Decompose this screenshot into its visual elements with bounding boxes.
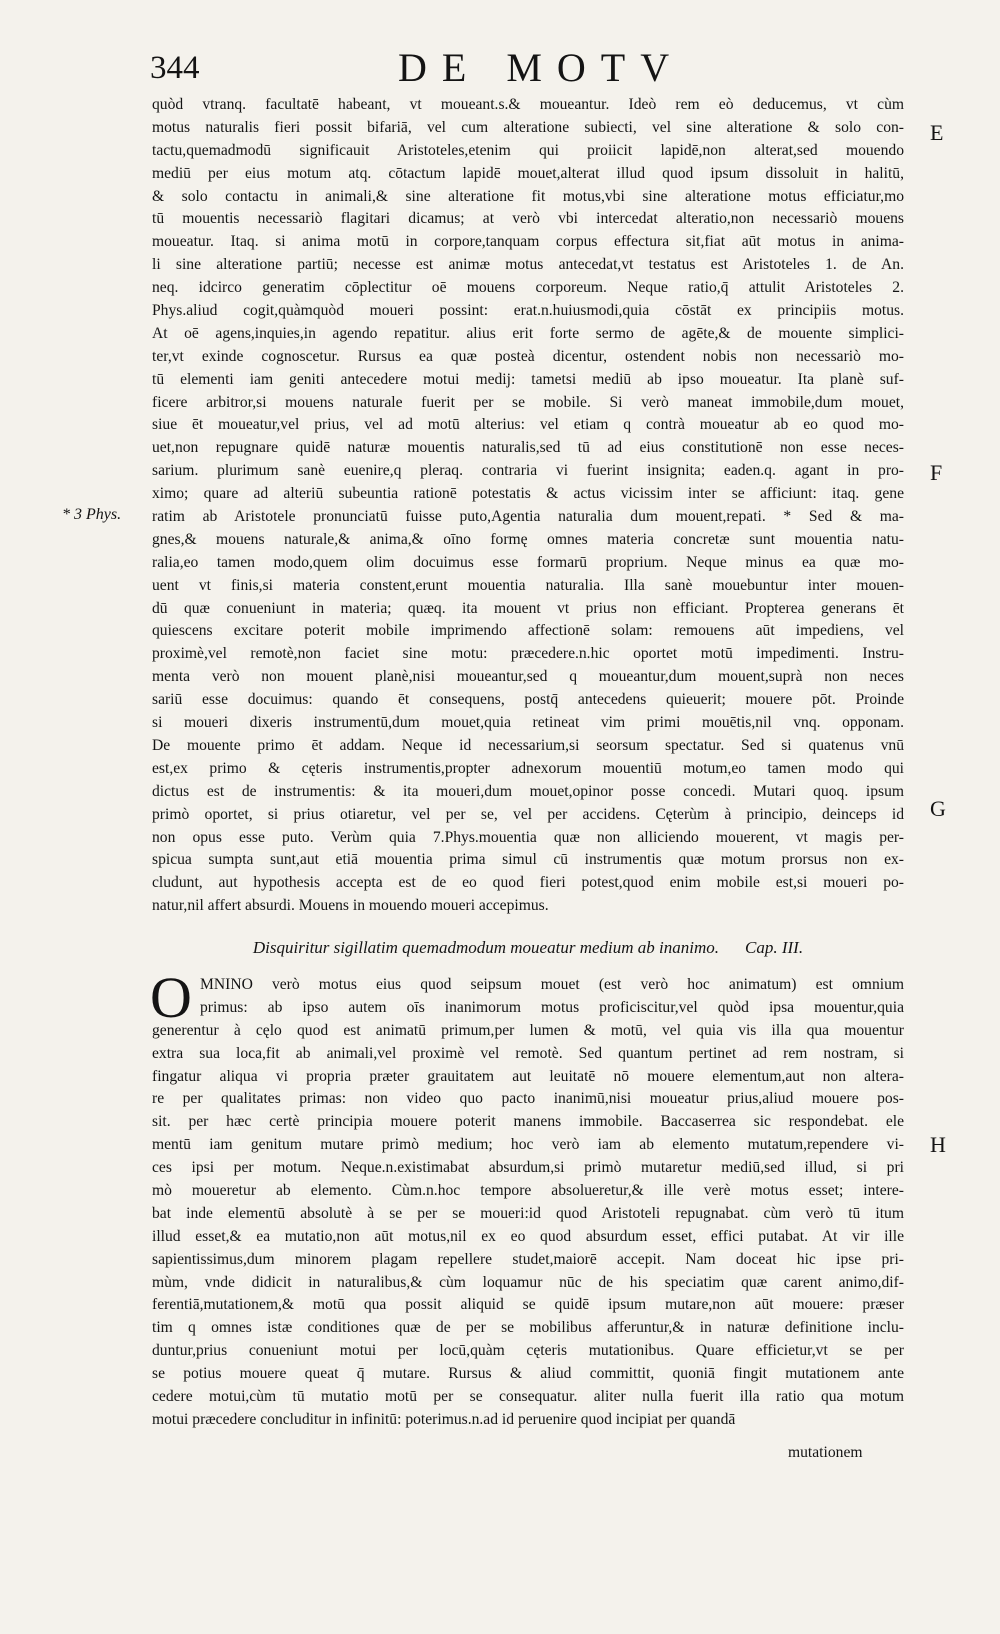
text-line: tū mouentis necessariò flagitari dicamus; at verò vbi intercedat alteratio,non necessariò mouens bbox=[152, 210, 904, 228]
chapter-number: Cap. III. bbox=[745, 938, 804, 957]
text-line: natur,nil affert absurdi. Mouens in mouendo moueri accepimus. bbox=[152, 897, 549, 915]
text-line: mentū iam genitum mutare primò medium; hoc verò iam ab elemento mutatum,rependere vi- bbox=[152, 1136, 904, 1154]
text-line: ratim ab Aristotele pronunciatū fuisse puto,Agentia naturalia dum mouent,repati. * Sed & ma- bbox=[152, 508, 904, 526]
margin-letter-h: H bbox=[930, 1132, 946, 1157]
text-line: motus naturalis fieri possit bifariā, vel cum alteratione subiecti, vel sine alteratione & solo con- bbox=[152, 118, 904, 136]
text-line: extra sua loca,fit ab animali,vel proximè vel remotè. Sed quantum pertinet ad rem nostram, si bbox=[152, 1044, 904, 1062]
text-line: ferentiā,mutationem,& motū qua possit aliquid se quidē ipsum mutare,non aūt mouere: præser bbox=[152, 1296, 904, 1314]
margin-note: * 3 Phys. bbox=[62, 506, 122, 523]
text-line: proximè,vel remotè,non faciet sine motu: præcedere.n.hic oportet motū impedimenti. Instru- bbox=[152, 645, 904, 663]
chapter-heading bbox=[152, 938, 904, 958]
text-line: fingatur aliqua vi propria præter grauitatem aut leuitatē nō mouere elementum,aut non altera- bbox=[152, 1067, 904, 1085]
text-line: ralia,eo tamen modo,quem olim docuimus esse formarū proprium. Neque minus ea quæ mo- bbox=[152, 553, 904, 571]
text-line: bat inde elementū absolutè à se per se moueri:id quod Aristoteli repugnabat. cùm verò tū itum bbox=[152, 1204, 904, 1222]
text-line: ces ipsi per motum. Neque.n.existimabat absurdum,si primò mutaretur mediū,sed illud, si pri bbox=[152, 1159, 904, 1177]
text-line: neq. idcirco generatim cōplectitur oē mouens corporeum. Neque ratio,q̄ attulit Aristoteles 2. bbox=[152, 279, 904, 297]
margin-letter-g: G bbox=[930, 796, 946, 821]
text-line: illud esset,& ea mutatio,non aūt motus,nil ex eo quod absurdum esset, effici putabat. At vir ille bbox=[152, 1227, 904, 1245]
text-line: cludunt, aut hypothesis accepta est de eo quod fieri potest,quod enim mobile est,si moueri po- bbox=[152, 874, 904, 892]
drop-cap: O bbox=[150, 965, 192, 1030]
text-line: quiescens excitare poterit mobile imprimendo affectionē solam: remouens aūt impediens, vel bbox=[152, 622, 904, 640]
page-header bbox=[0, 44, 1000, 92]
text-line: quòd vtranq. facultatē habeant, vt moueant.s.& moueantur. Ideò rem eò deducemus, vt cùm bbox=[152, 96, 904, 113]
text-line: MNINO verò motus eius quod seipsum mouet (est verò hoc animatum) est omnium bbox=[200, 976, 904, 993]
text-line: menta verò non mouent planè,nisi moueantur,sed q moueantur,dum mouent,suprà non neces bbox=[152, 668, 904, 686]
text-line: Phys.aliud cogit,quàmquòd moueri possint: erat.n.huiusmodi,quia cōstāt ex principiis motus. bbox=[152, 302, 904, 320]
text-line: spicua sumpta sunt,aut etiā mouentia prima simul cū instrumentis quæ motum prorsus non ex- bbox=[152, 851, 904, 869]
text-line: At oē agens,inquies,in agendo repatitur. alius erit forte sermo de agēte,& de mouente simplici- bbox=[152, 324, 904, 342]
text-line: sapientissimus,dum minorem plagam repellere studet,maiorē accepit. Nam doceat hic ipse pri- bbox=[152, 1250, 904, 1268]
page-number: 344 bbox=[150, 50, 200, 86]
text-line: si moueri dixeris instrumentū,dum mouet,quia retineat vim primi mouētis,nil vnq. opponam. bbox=[152, 714, 904, 732]
text-line: se potius mouere queat q̄ mutare. Rursus & aliud committit, quoniā fingit mutationem ante bbox=[152, 1365, 904, 1383]
margin-letter-f: F bbox=[930, 460, 943, 485]
text-line: uet,non repugnare quidē naturæ mouentis naturalis,sed tū ad eius constitutionē non esse neces- bbox=[152, 439, 904, 457]
text-line: re per qualitates primas: non video quo pacto inanimū,nisi moueatur prius,aliud mouere pos- bbox=[152, 1090, 904, 1108]
margin-letter-e: E bbox=[930, 120, 944, 145]
text-line: primò oportet, si prius otiaretur, vel per se, vel per accidens. Cęterùm à principio, deinceps id bbox=[152, 805, 904, 823]
text-line: & solo contactu in animali,& sine alteratione fit motus,vbi sine alteratione motus efficiatur,mo bbox=[152, 187, 904, 205]
text-line: mediū per eius motum atq. cōtactum lapidē mouet,alterat illud quod ipsum dissoluit in halitū, bbox=[152, 164, 904, 182]
text-line: tim q omnes istæ conditiones quæ de per se mobilibus afferuntur,& in naturæ definitione inclu- bbox=[152, 1319, 904, 1337]
text-line: dictus est de instrumentis: & ita moueri,dum mouet,opinor posse concedi. Mutari quoq. ipsum bbox=[152, 782, 904, 800]
text-line: li sine alteratione partiū; necesse est animæ motus antecedat,vt testatus est Aristoteles 1. de An. bbox=[152, 256, 904, 274]
paragraph-1 bbox=[152, 94, 904, 918]
text-line: uent vt finis,si materia constent,erunt mouentia naturalia. Illa sanè mouebuntur inter mouen- bbox=[152, 576, 904, 594]
text-line: dū quæ conueniunt in materia; quæq. ita mouent vt prius non efficiant. Propterea generans ēt bbox=[152, 599, 904, 617]
text-line: sariū esse docuimus: quando ēt consequens, postq̄ antecedens quieuerit; mouere pōt. Proinde bbox=[152, 691, 904, 709]
running-head: DE MOTV bbox=[398, 45, 685, 90]
text-line: tactu,quemadmodū significauit Aristoteles,etenim qui proiicit lapidē,non alterat,sed mouendo bbox=[152, 141, 904, 159]
catchword: mutationem bbox=[788, 1444, 863, 1461]
text-line: ficere arbitror,si mouens naturale fuerit per se mobile. Si verò maneat immobile,dum mouet, bbox=[152, 393, 904, 411]
text-line: sit. per hæc certè principia mouere poterit manens immobile. Baccaserrea sic respondebat. ele bbox=[152, 1113, 904, 1131]
text-line: duntur,prius conueniunt motui per locū,quàm cęteris mutationibus. Quare efficietur,vt se per bbox=[152, 1342, 904, 1360]
text-line: sarium. plurimum sanè euenire,q pleraq. contraria vi fuerint insignita; eaden.q. agant in pro- bbox=[152, 462, 904, 480]
text-line: moueatur. Itaq. si anima motū in corpore,tanquam corpus effectura sit,fiat aūt motus in anima- bbox=[152, 233, 904, 251]
text-line: motui præcedere concluditur in infinitū: poterimus.n.ad id peruenire quod incipiat per quandā bbox=[152, 1410, 736, 1428]
chapter-title: Disquiritur sigillatim quemadmodum moueatur medium ab inanimo. bbox=[252, 938, 719, 957]
text-line: ter,vt exinde cognoscetur. Rursus ea quæ posteà dicentur, ostendent nobis non necessariò mo- bbox=[152, 347, 904, 365]
text-line: non opus esse puto. Verùm quia 7.Phys.mouentia quæ non alliciendo mouerent, vt magis per- bbox=[152, 828, 904, 846]
text-line: ximo; quare ad alteriū subeuntia rationē potestatis & actus vicissim inter se afficiunt: itaq. gene bbox=[152, 485, 904, 503]
text-line: primus: ab ipso autem oīs inanimorum motus proficiscitur,vel quòd ipsa mouentur,quia bbox=[200, 998, 904, 1016]
text-line: De mouente primo ēt addam. Neque id necessarium,si seorsum spectatur. Sed si quatenus vnū bbox=[152, 736, 904, 754]
text-line: mò moueretur ab elemento. Cùm.n.hoc tempore absolueretur,& ille verè motus esset; intere- bbox=[152, 1182, 904, 1200]
text-line: mùm, vnde didicit in naturalibus,& cùm loquamur nūc de his speciatim quæ carent animo,dif- bbox=[152, 1273, 904, 1291]
text-line: generentur à cęlo quod est animatū primum,per lumen & motū, vel quia vis illa qua mouentur bbox=[152, 1021, 904, 1039]
paragraph-2 bbox=[150, 965, 904, 1432]
text-line: tū elementi iam geniti antecedere motui medij: tametsi mediū ab ipso moueatur. Ita planè suf- bbox=[152, 370, 904, 388]
text-line: est,ex primo & cęteris instrumentis,propter adnexorum mouentiū motum,eo tamen modo qui bbox=[152, 759, 904, 777]
text-line: siue ēt moueatur,vel prius, vel ad motū alterius: vel etiam q contrà moueatur ab eo quod mo- bbox=[152, 416, 904, 434]
text-line: cedere motui,cùm tū mutatio motū per se consequatur. aliter nulla fuerit illa ratio qua motum bbox=[152, 1388, 904, 1406]
text-line: gnes,& mouens naturale,& anima,& oīno formę omnes materia concretæ sunt mouentia natu- bbox=[152, 530, 904, 548]
